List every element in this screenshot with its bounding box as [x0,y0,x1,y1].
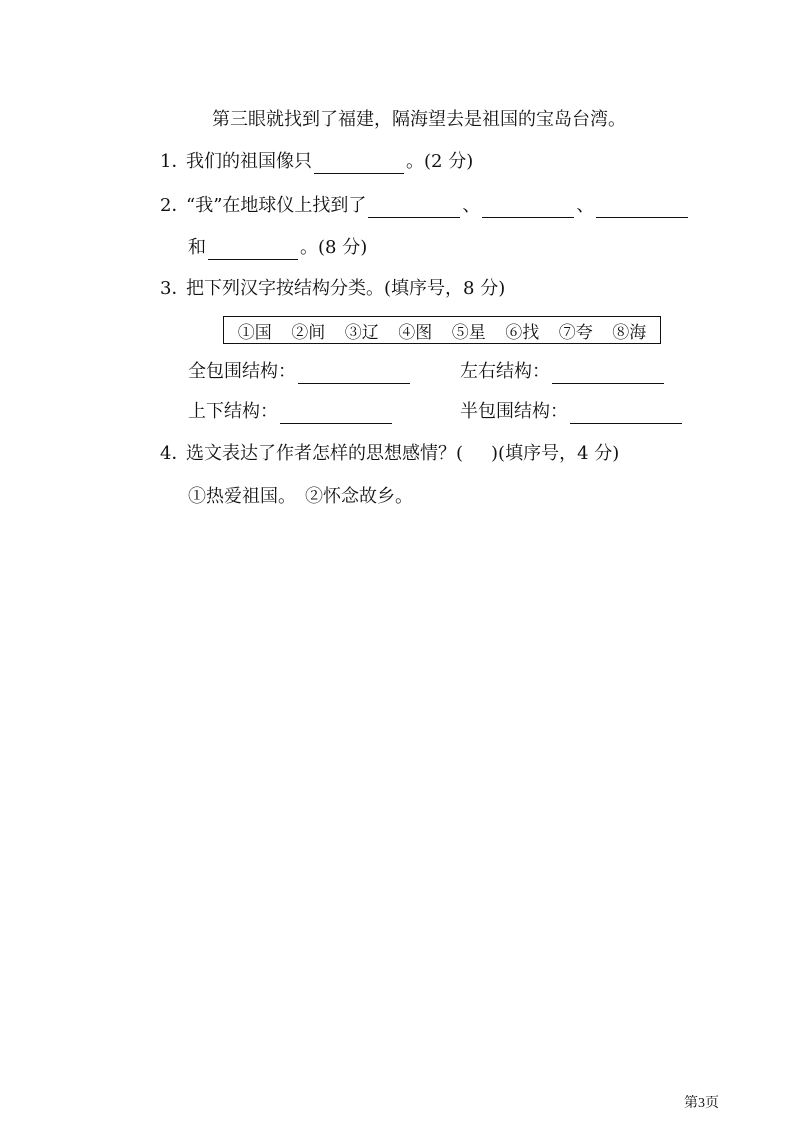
answer-blank-2c[interactable] [596,197,688,218]
question-4-options [188,485,413,509]
char-item: ⑤星 [451,322,486,343]
question-number: 2． [160,195,190,216]
question-number: 1． [160,151,190,172]
question-2-continued [188,236,367,260]
question-2 [160,194,690,218]
question-1 [160,150,473,174]
options-text: ①热爱祖国。 ②怀念故乡。 [188,486,413,507]
char-item: ⑦夸 [558,322,593,343]
top-bottom-row [188,400,394,424]
char-item: ⑧海 [612,322,647,343]
question-number: 3． [160,278,190,299]
char-item: ③辽 [344,322,379,343]
answer-blank-2a[interactable] [368,197,460,218]
full-enclosure-row [188,360,412,384]
question-text: 选文表达了作者怎样的思想感情？( [186,443,464,464]
top-bottom-label: 上下结构： [188,401,278,422]
char-item: ⑥找 [505,322,540,343]
answer-blank-2b[interactable] [482,197,574,218]
passage-text: 第三眼就找到了福建，隔海望去是祖国的宝岛台湾。 [212,109,626,130]
question-score: 。(2 分) [406,151,474,172]
question-text: “我”在地球仪上找到了 [186,195,367,216]
full-enclosure-blank[interactable] [298,363,410,384]
half-enclosure-label: 半包围结构： [460,401,568,422]
left-right-label: 左右结构： [460,361,550,382]
page-number: 第3页 [684,1096,719,1111]
question-text: 和 [188,237,206,258]
answer-blank-2d[interactable] [208,239,298,260]
character-box [223,316,661,344]
half-enclosure-row [460,400,684,424]
char-item: ①国 [237,322,272,343]
left-right-row [460,360,666,384]
separator: 、 [462,195,481,216]
question-3 [160,277,505,301]
answer-blank-1[interactable] [314,153,404,174]
question-text: 把下列汉字按结构分类。(填序号，8 分) [186,278,506,299]
question-number: 4． [160,443,190,464]
separator: 、 [576,195,595,216]
full-enclosure-label: 全包围结构： [188,361,296,382]
left-right-blank[interactable] [552,363,664,384]
char-item: ②间 [291,322,326,343]
half-enclosure-blank[interactable] [570,403,682,424]
question-text: 我们的祖国像只 [186,151,312,172]
char-item: ④图 [398,322,433,343]
passage-line [212,108,626,132]
top-bottom-blank[interactable] [280,403,392,424]
question-4 [160,442,619,466]
question-score: )(填序号，4 分) [491,443,620,464]
question-score: 。(8 分) [300,237,368,258]
